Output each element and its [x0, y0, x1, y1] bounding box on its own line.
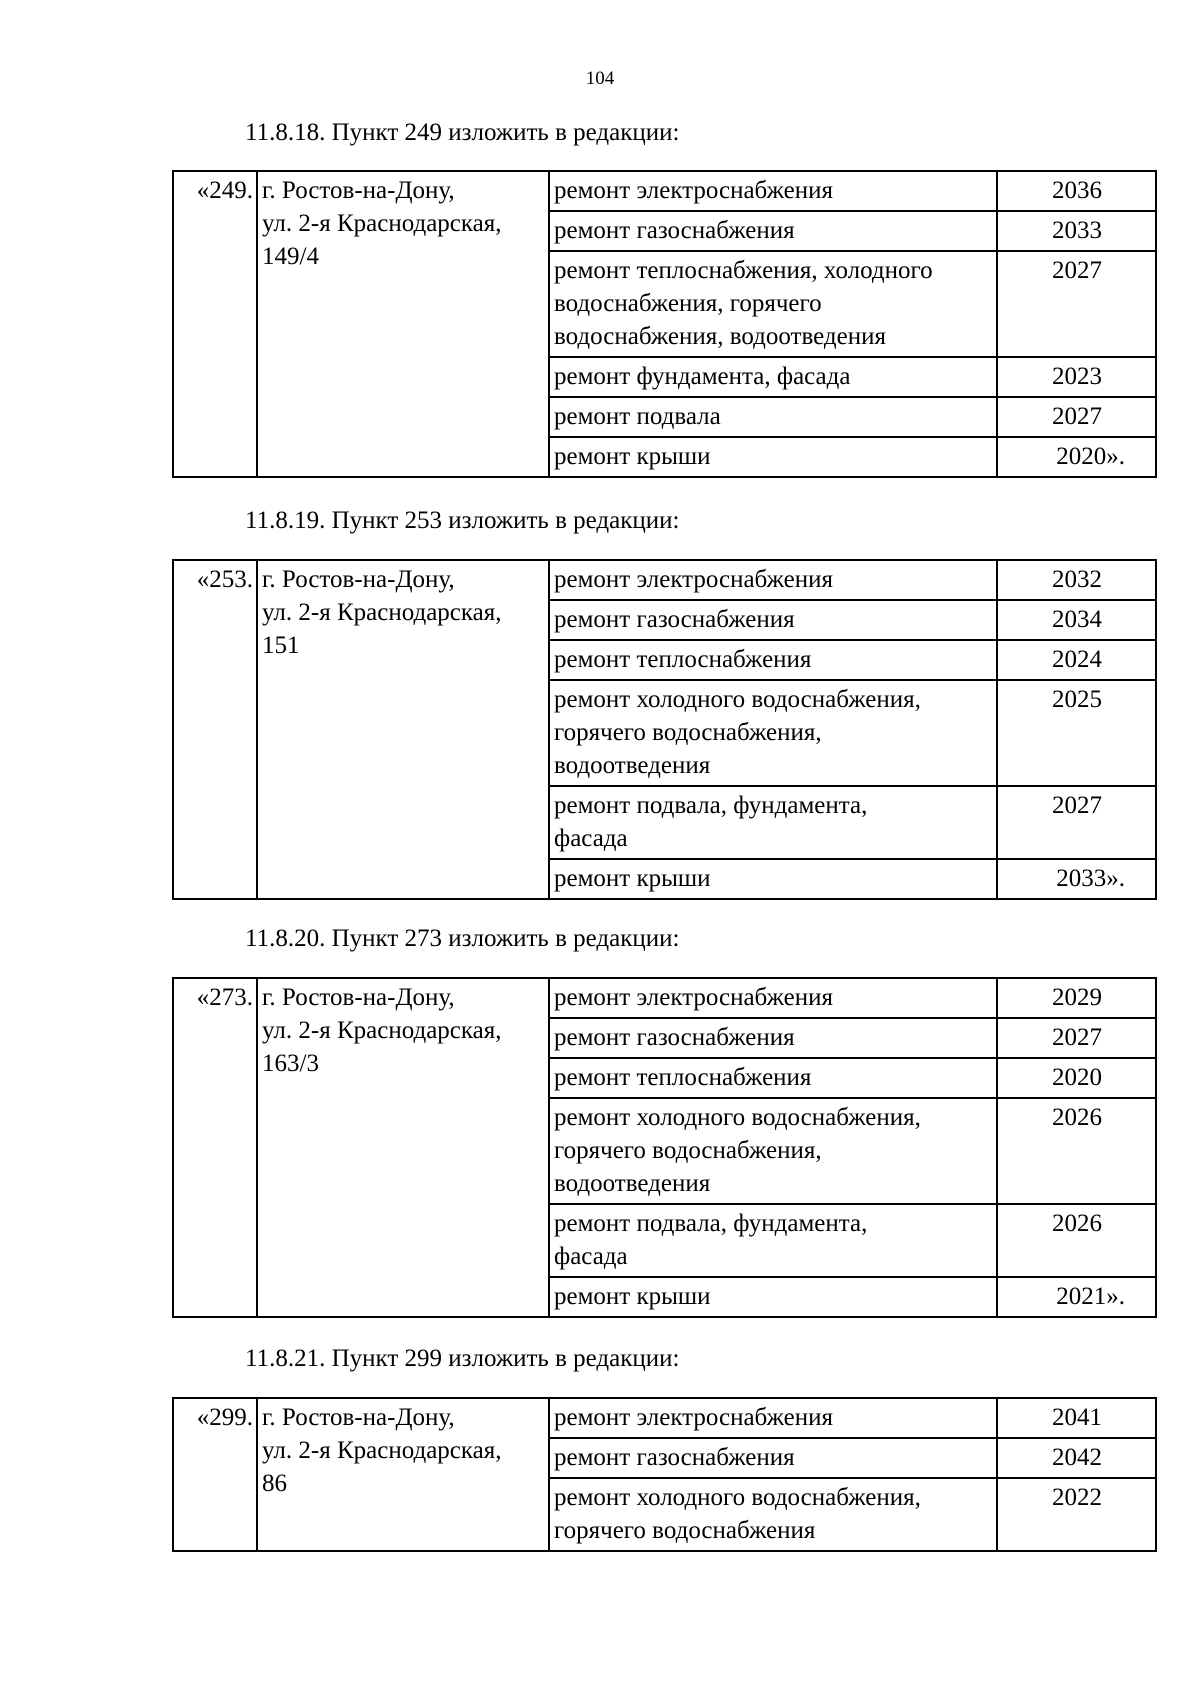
work-year: 2026 [997, 1098, 1156, 1204]
work-type: ремонт подвала, фундамента, фасада [549, 786, 997, 859]
work-type: ремонт холодного водоснабжения, горячего водоснабжения [549, 1478, 997, 1551]
item-number: «273. [173, 978, 257, 1317]
work-year: 2032 [997, 560, 1156, 600]
work-type: ремонт крыши [549, 437, 997, 477]
address-house: 151 [262, 632, 300, 659]
address-city: г. Ростов-на-Дону, [262, 566, 455, 593]
item-number: «253. [173, 560, 257, 899]
work-type: ремонт электроснабжения [549, 171, 997, 211]
work-type: ремонт теплоснабжения [549, 640, 997, 680]
repair-table-2 [172, 559, 1157, 900]
table-row [173, 1398, 1156, 1438]
work-year: 2027 [997, 397, 1156, 437]
work-type: ремонт фундамента, фасада [549, 357, 997, 397]
work-year: 2036 [997, 171, 1156, 211]
address-street: ул. 2-я Краснодарская, [262, 1437, 502, 1464]
work-type: ремонт газоснабжения [549, 211, 997, 251]
item-number: «249. [173, 171, 257, 477]
address-house: 163/3 [262, 1050, 319, 1077]
work-year: 2020 [997, 1058, 1156, 1098]
address-house: 149/4 [262, 243, 319, 270]
work-type: ремонт крыши [549, 1277, 997, 1317]
work-year: 2042 [997, 1438, 1156, 1478]
work-year: 2027 [997, 1018, 1156, 1058]
item-address [257, 1398, 549, 1551]
work-type: ремонт газоснабжения [549, 1438, 997, 1478]
address-city: г. Ростов-на-Дону, [262, 177, 455, 204]
address-street: ул. 2-я Краснодарская, [262, 599, 502, 626]
table-row [173, 560, 1156, 600]
work-type: ремонт подвала [549, 397, 997, 437]
work-year: 2023 [997, 357, 1156, 397]
work-type: ремонт подвала, фундамента, фасада [549, 1204, 997, 1277]
work-type: ремонт теплоснабжения, холодного водоснабжения, горячего водоснабжения, водоотведения [549, 251, 997, 357]
address-house: 86 [262, 1470, 287, 1497]
section-heading-4: 11.8.21. Пункт 299 изложить в редакции: [245, 1345, 680, 1372]
section-heading-1: 11.8.18. Пункт 249 изложить в редакции: [245, 119, 680, 146]
work-type: ремонт холодного водоснабжения, горячего водоснабжения, водоотведения [549, 1098, 997, 1204]
work-type: ремонт крыши [549, 859, 997, 899]
table-row [173, 171, 1156, 211]
address-city: г. Ростов-на-Дону, [262, 984, 455, 1011]
item-address [257, 560, 549, 899]
work-year: 2027 [997, 251, 1156, 357]
work-year: 2027 [997, 786, 1156, 859]
address-street: ул. 2-я Краснодарская, [262, 210, 502, 237]
work-year: 2022 [997, 1478, 1156, 1551]
work-type: ремонт холодного водоснабжения, горячего водоснабжения, водоотведения [549, 680, 997, 786]
item-number: «299. [173, 1398, 257, 1551]
work-year: 2025 [997, 680, 1156, 786]
repair-table-1 [172, 170, 1157, 478]
work-type: ремонт газоснабжения [549, 600, 997, 640]
address-city: г. Ростов-на-Дону, [262, 1404, 455, 1431]
work-year: 2033 [997, 211, 1156, 251]
work-year: 2024 [997, 640, 1156, 680]
repair-table-4 [172, 1397, 1157, 1552]
work-year: 2033». [997, 859, 1156, 899]
work-year: 2034 [997, 600, 1156, 640]
section-heading-3: 11.8.20. Пункт 273 изложить в редакции: [245, 925, 680, 952]
item-address [257, 171, 549, 477]
work-year: 2020». [997, 437, 1156, 477]
work-type: ремонт электроснабжения [549, 1398, 997, 1438]
work-type: ремонт теплоснабжения [549, 1058, 997, 1098]
page-number: 104 [585, 68, 615, 89]
repair-table-3 [172, 977, 1157, 1318]
work-year: 2029 [997, 978, 1156, 1018]
table-row [173, 978, 1156, 1018]
section-heading-2: 11.8.19. Пункт 253 изложить в редакции: [245, 507, 680, 534]
work-type: ремонт электроснабжения [549, 560, 997, 600]
work-type: ремонт газоснабжения [549, 1018, 997, 1058]
work-year: 2041 [997, 1398, 1156, 1438]
work-year: 2021». [997, 1277, 1156, 1317]
work-year: 2026 [997, 1204, 1156, 1277]
address-street: ул. 2-я Краснодарская, [262, 1017, 502, 1044]
item-address [257, 978, 549, 1317]
work-type: ремонт электроснабжения [549, 978, 997, 1018]
